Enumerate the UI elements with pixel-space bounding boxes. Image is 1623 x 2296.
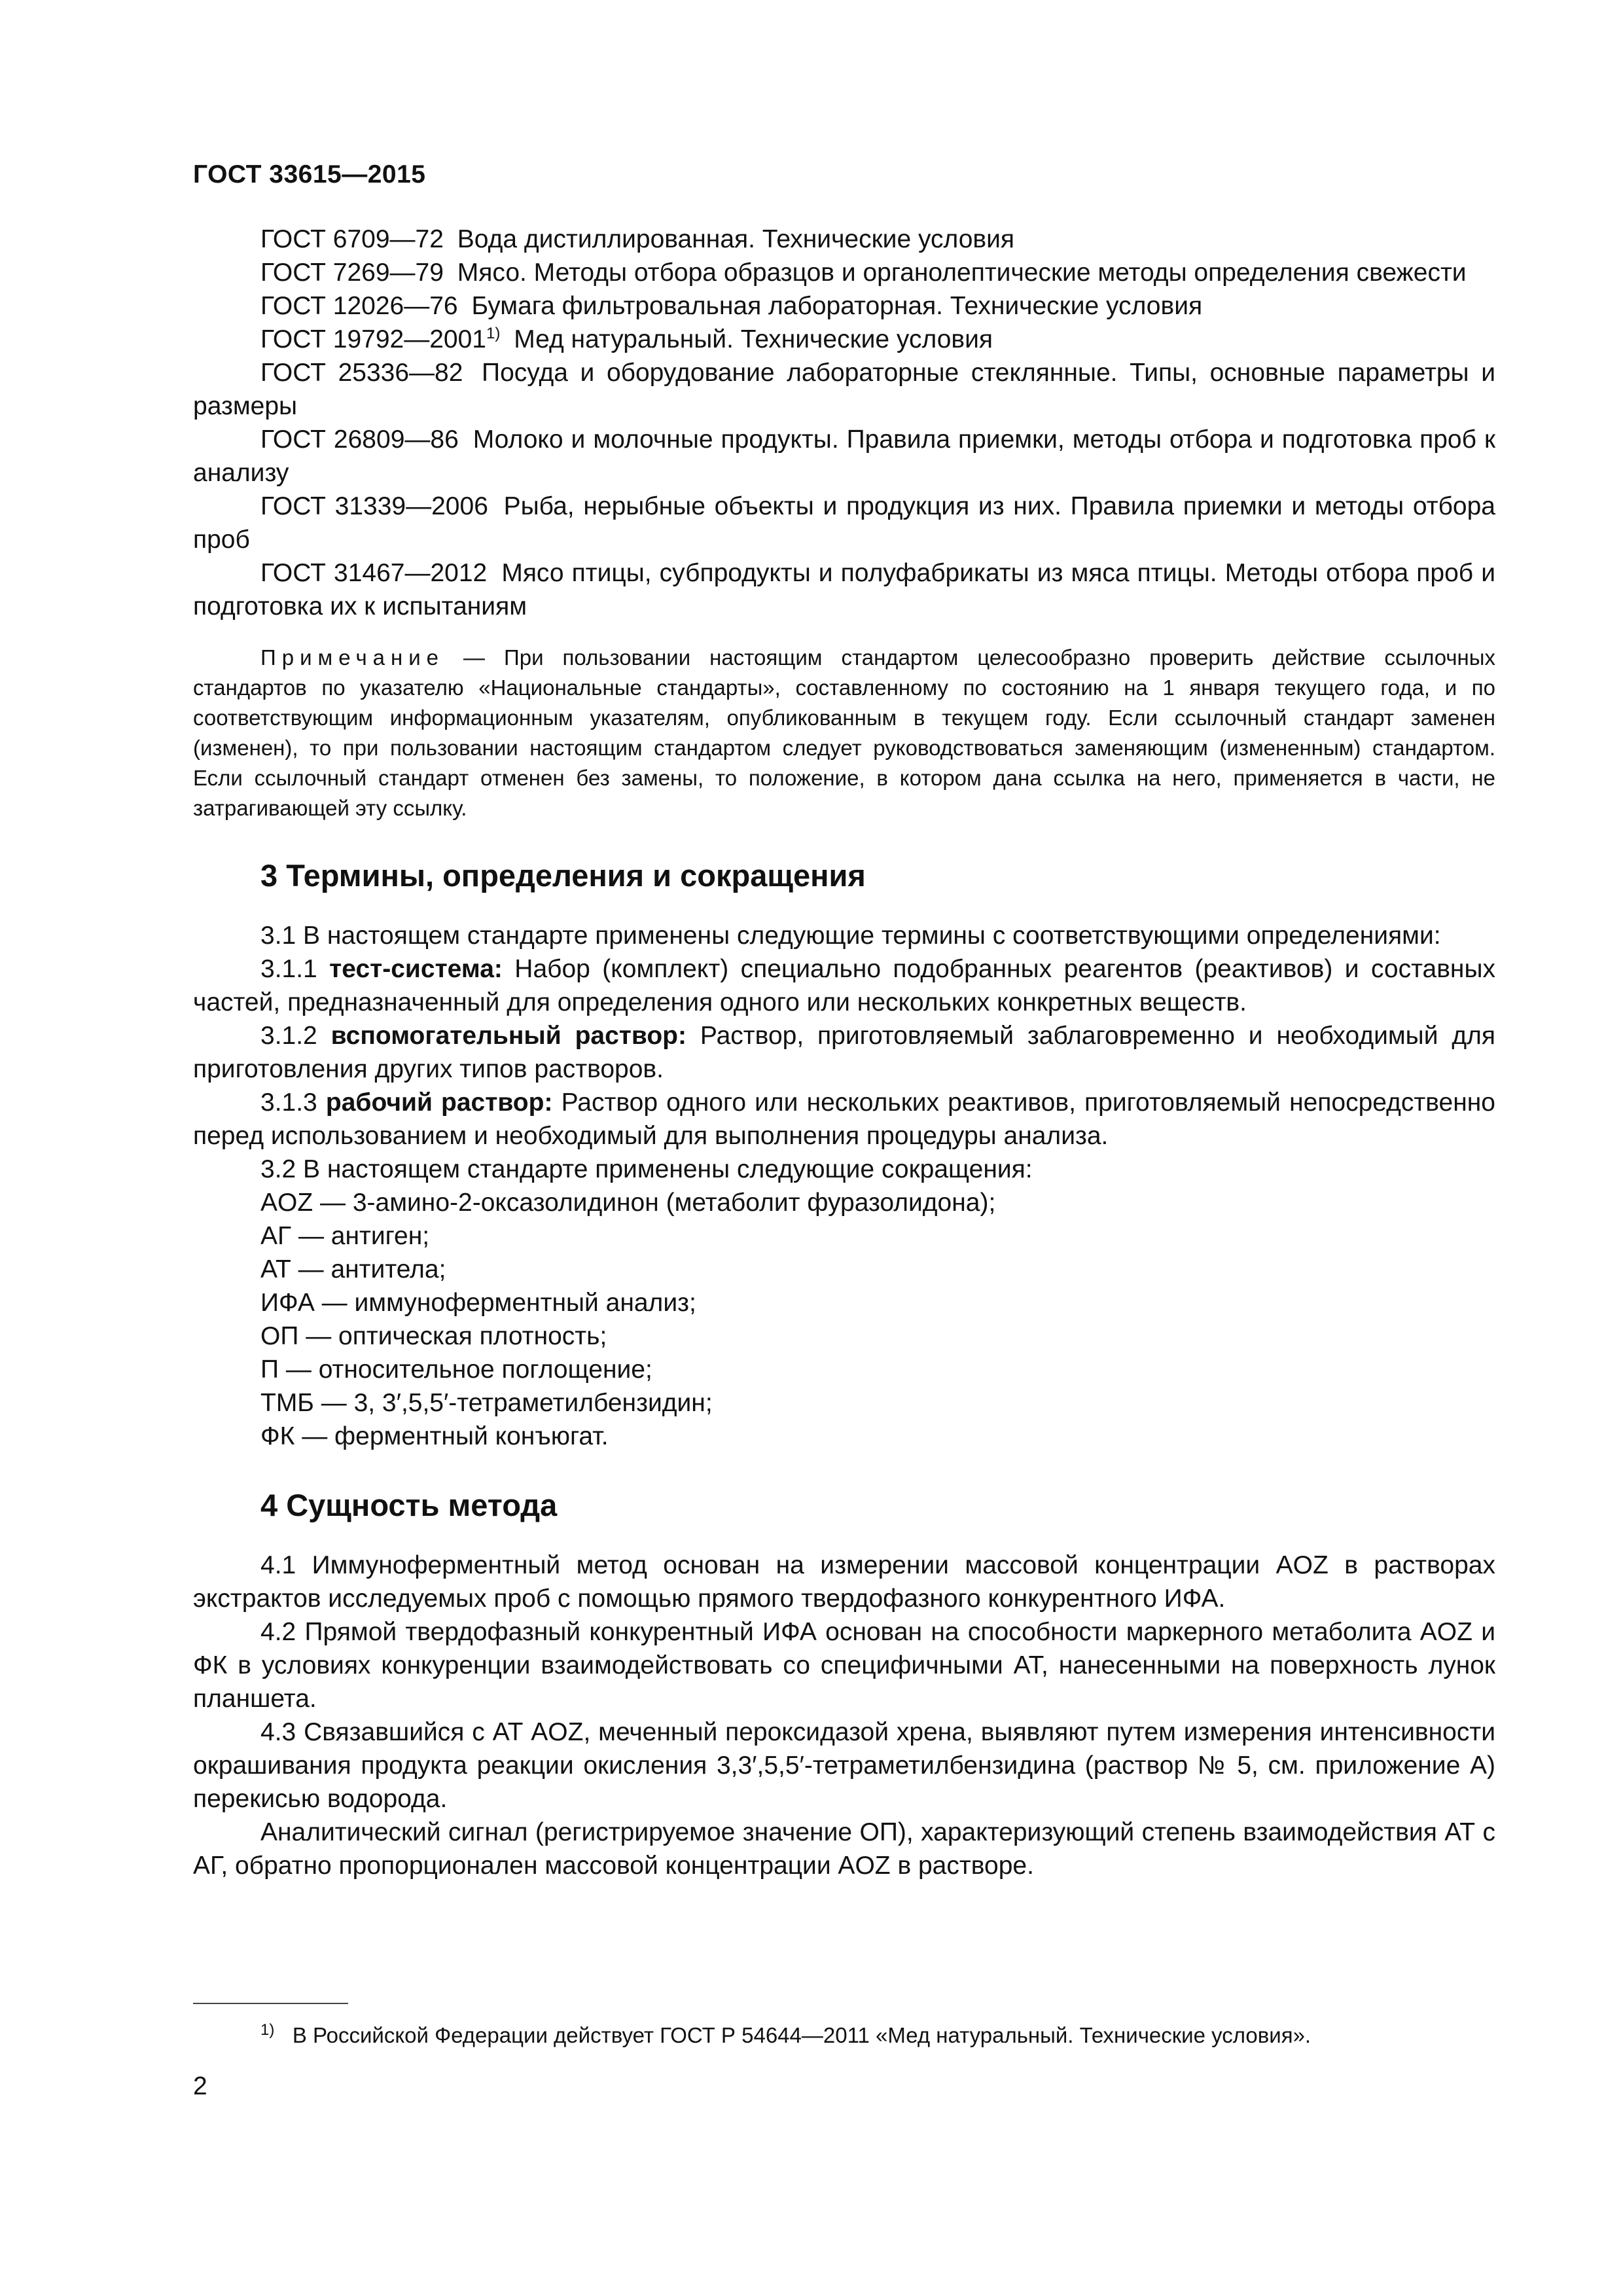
abbreviation-item: ТМБ — 3, 3′,5,5′-тетраметилбензидин; (260, 1389, 713, 1417)
reference-code: ГОСТ 31467—2012 (260, 559, 488, 587)
reference-item (193, 556, 1495, 623)
abbreviation-item: ФК — ферментный конъюгат. (260, 1422, 609, 1450)
clause-4-3: 4.3 Связавшийся с АТ AOZ, меченный пероксидазой хрена, выявляют путем измерения интенсивности окрашивания продукта реакции окисления 3,3′,5,5′-тетраметилбензидина (раствор № 5, см. приложение А) перекисью водорода. (193, 1718, 1495, 1813)
reference-code: ГОСТ 12026—76 (260, 292, 458, 320)
reference-code: ГОСТ 25336—82 (260, 359, 463, 387)
term-text: Раствор одного или нескольких реактивов, приготовляемый непосредственно перед использованием и необходимый для выполнения процедуры анализа. (193, 1088, 1495, 1150)
reference-item (193, 490, 1495, 556)
reference-item (193, 223, 1495, 256)
section-4-title: 4 Сущность метода (260, 1488, 558, 1522)
clause-3-1: 3.1 В настоящем стандарте применены следующие термины с соответствующими определениями: (260, 922, 1441, 950)
reference-title: Мясо. Методы отбора образцов и органолептические методы определения свежести (457, 259, 1467, 287)
term-definition (193, 1019, 1495, 1086)
reference-item (193, 323, 1495, 356)
reference-item (193, 423, 1495, 490)
document-body (193, 223, 1495, 1882)
clause-4-1: 4.1 Иммуноферментный метод основан на измерении массовой концентрации AOZ в растворах экстрактов исследуемых проб с помощью прямого твердофазного конкурентного ИФА. (193, 1551, 1495, 1613)
section-3-title: 3 Термины, определения и сокращения (260, 858, 866, 893)
term-name: рабочий раствор: (325, 1088, 553, 1117)
abbreviation-item: ОП — оптическая плотность; (260, 1322, 607, 1350)
term-text: Раствор, приготовляемый заблаговременно и необходимый для приготовления других типов растворов. (193, 1022, 1496, 1083)
document-header: ГОСТ 33615—2015 (193, 160, 426, 188)
abbreviation-item: АГ — антиген; (260, 1222, 430, 1250)
normative-references-list (193, 223, 1495, 623)
reference-code: ГОСТ 31339—2006 (260, 492, 488, 520)
footnote-text: В Российской Федерации действует ГОСТ Р 54644—2011 «Мед натуральный. Технические условия». (292, 2023, 1311, 2047)
term-definition (193, 952, 1495, 1019)
reference-title: Бумага фильтровальная лабораторная. Технические условия (471, 292, 1203, 320)
reference-item (193, 256, 1495, 289)
reference-title: Вода дистиллированная. Технические условия (457, 225, 1015, 253)
term-name: тест-система: (329, 955, 503, 983)
footnote (260, 2021, 1504, 2050)
note-label: Примечание (260, 645, 445, 670)
reference-title: Мясо птицы, субпродукты и полуфабрикаты из мяса птицы. Методы отбора проб и подготовка их к испытаниям (193, 559, 1495, 620)
reference-item (193, 356, 1495, 423)
page-number: 2 (193, 2072, 207, 2100)
abbreviation-item: АТ — антитела; (260, 1255, 446, 1283)
term-definition (193, 1086, 1495, 1153)
term-number: 3.1.1 (260, 955, 317, 983)
clause-4-2: 4.2 Прямой твердофазный конкурентный ИФА основан на способности маркерного метаболита AOZ и ФК в условиях конкуренции взаимодействовать со специфичными АТ, нанесенными на поверхность лунок планшета. (193, 1618, 1495, 1713)
abbreviation-item: П — относительное поглощение; (260, 1355, 652, 1384)
reference-code: ГОСТ 19792—2001 (260, 325, 487, 353)
footnote-divider (193, 2003, 348, 2004)
reference-item (193, 289, 1495, 323)
clause-3-2: 3.2 В настоящем стандарте применены следующие сокращения: (260, 1155, 1033, 1183)
reference-title: Мед натуральный. Технические условия (514, 325, 993, 353)
note-paragraph (193, 643, 1495, 823)
reference-code: ГОСТ 6709—72 (260, 225, 444, 253)
reference-title: Рыба, нерыбные объекты и продукция из них. Правила приемки и методы отбора проб (193, 492, 1495, 554)
term-number: 3.1.3 (260, 1088, 317, 1117)
reference-code: ГОСТ 7269—79 (260, 259, 444, 287)
abbreviation-item: ИФА — иммуноферментный анализ; (260, 1289, 696, 1317)
reference-code: ГОСТ 26809—86 (260, 425, 459, 454)
clause-4-3-continuation: Аналитический сигнал (регистрируемое значение ОП), характеризующий степень взаимодействия АТ с АГ, обратно пропорционален массовой концентрации AOZ в растворе. (193, 1818, 1495, 1880)
footnote-marker: 1) (260, 2021, 275, 2039)
abbreviations-list (193, 1186, 1495, 1453)
term-number: 3.1.2 (260, 1022, 317, 1050)
term-text: Набор (комплект) специально подобранных реагентов (реактивов) и составных частей, предназначенный для определения одного или нескольких конкретных веществ. (193, 955, 1495, 1016)
reference-title: Посуда и оборудование лабораторные стеклянные. Типы, основные параметры и размеры (193, 359, 1495, 420)
abbreviation-item: AOZ — 3-амино-2-оксазолидинон (метаболит фуразолидона); (260, 1189, 996, 1217)
reference-title: Молоко и молочные продукты. Правила приемки, методы отбора и подготовка проб к анализу (193, 425, 1496, 487)
footnote-ref-marker: 1) (486, 325, 501, 342)
note-text: — При пользовании настоящим стандартом целесообразно проверить действие ссылочных стандартов по указателю «Национальные стандарты», составленному по состоянию на 1 января текущего года, и по соответствующим информационным указателям, опубликованным в текущем году. Если ссылочный стандарт заменен (изменен), то при пользовании настоящим стандартом следует руководствоваться заменяющим (измененным) стандартом. Если ссылочный стандарт отменен без замены, то положение, в котором дана ссылка на него, применяется в части, не затрагивающей эту ссылку. (193, 645, 1495, 820)
term-name: вспомогательный раствор: (330, 1022, 687, 1050)
